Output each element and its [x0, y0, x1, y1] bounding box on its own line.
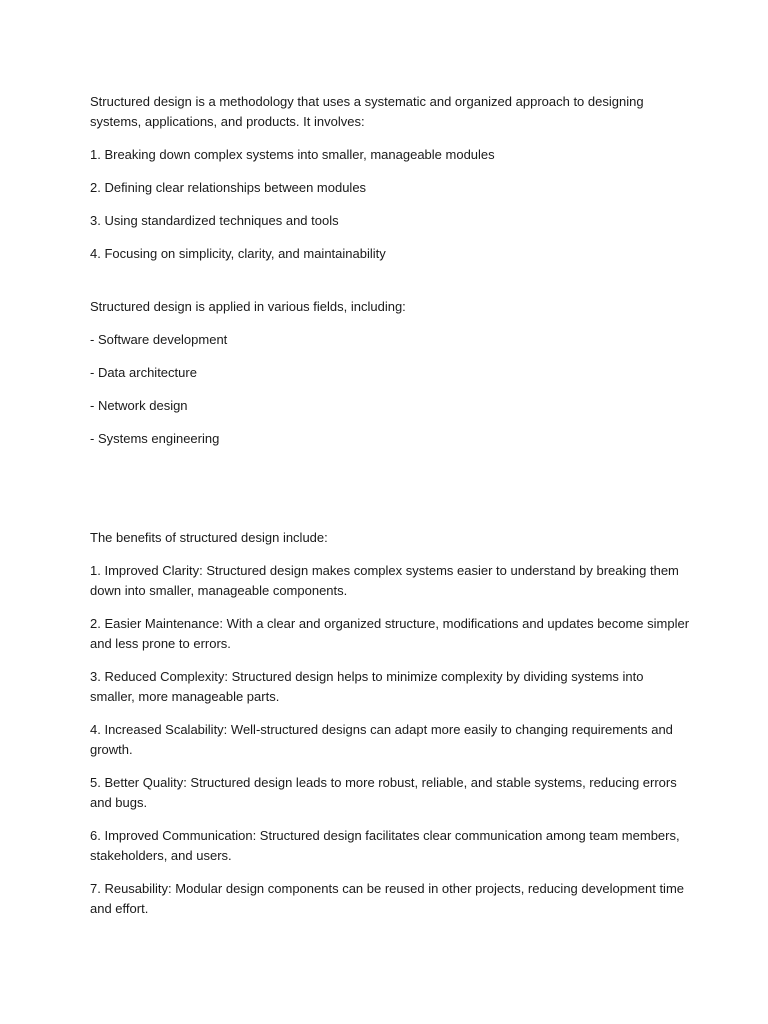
benefit-item: 4. Increased Scalability: Well-structured designs can adapt more easily to changing requirements and growth.	[90, 722, 673, 757]
benefit-item: 6. Improved Communication: Structured design facilitates clear communication among team members, stakeholders, and users.	[90, 828, 680, 863]
section1-item: 1. Breaking down complex systems into smaller, manageable modules	[90, 147, 495, 162]
benefit-item: 5. Better Quality: Structured design leads to more robust, reliable, and stable systems, reducing errors and bugs.	[90, 775, 677, 810]
section1-intro: Structured design is a methodology that uses a systematic and organized approach to designing systems, applications, and products. It involves:	[90, 94, 644, 129]
section2-item: - Network design	[90, 398, 188, 413]
section-spacer	[90, 277, 690, 297]
document-body	[90, 92, 690, 932]
benefit-item: 7. Reusability: Modular design components can be reused in other projects, reducing development time and effort.	[90, 881, 685, 916]
section1-item: 3. Using standardized techniques and tools	[90, 213, 339, 228]
benefit-item: 2. Easier Maintenance: With a clear and organized structure, modifications and updates become simpler and less prone to errors.	[90, 616, 690, 651]
section1-item: 2. Defining clear relationships between modules	[90, 180, 367, 195]
benefit-item: 1. Improved Clarity: Structured design makes complex systems easier to understand by breaking them down into smaller, manageable components.	[90, 563, 679, 598]
section-spacer	[90, 462, 690, 528]
section2-intro: Structured design is applied in various fields, including:	[90, 299, 406, 314]
section1-item: 4. Focusing on simplicity, clarity, and maintainability	[90, 246, 386, 261]
section3-intro: The benefits of structured design include:	[90, 530, 328, 545]
section2-item: - Software development	[90, 332, 228, 347]
section2-item: - Systems engineering	[90, 431, 220, 446]
section2-item: - Data architecture	[90, 365, 197, 380]
benefit-item: 3. Reduced Complexity: Structured design helps to minimize complexity by dividing systems into smaller, more manageable parts.	[90, 669, 644, 704]
